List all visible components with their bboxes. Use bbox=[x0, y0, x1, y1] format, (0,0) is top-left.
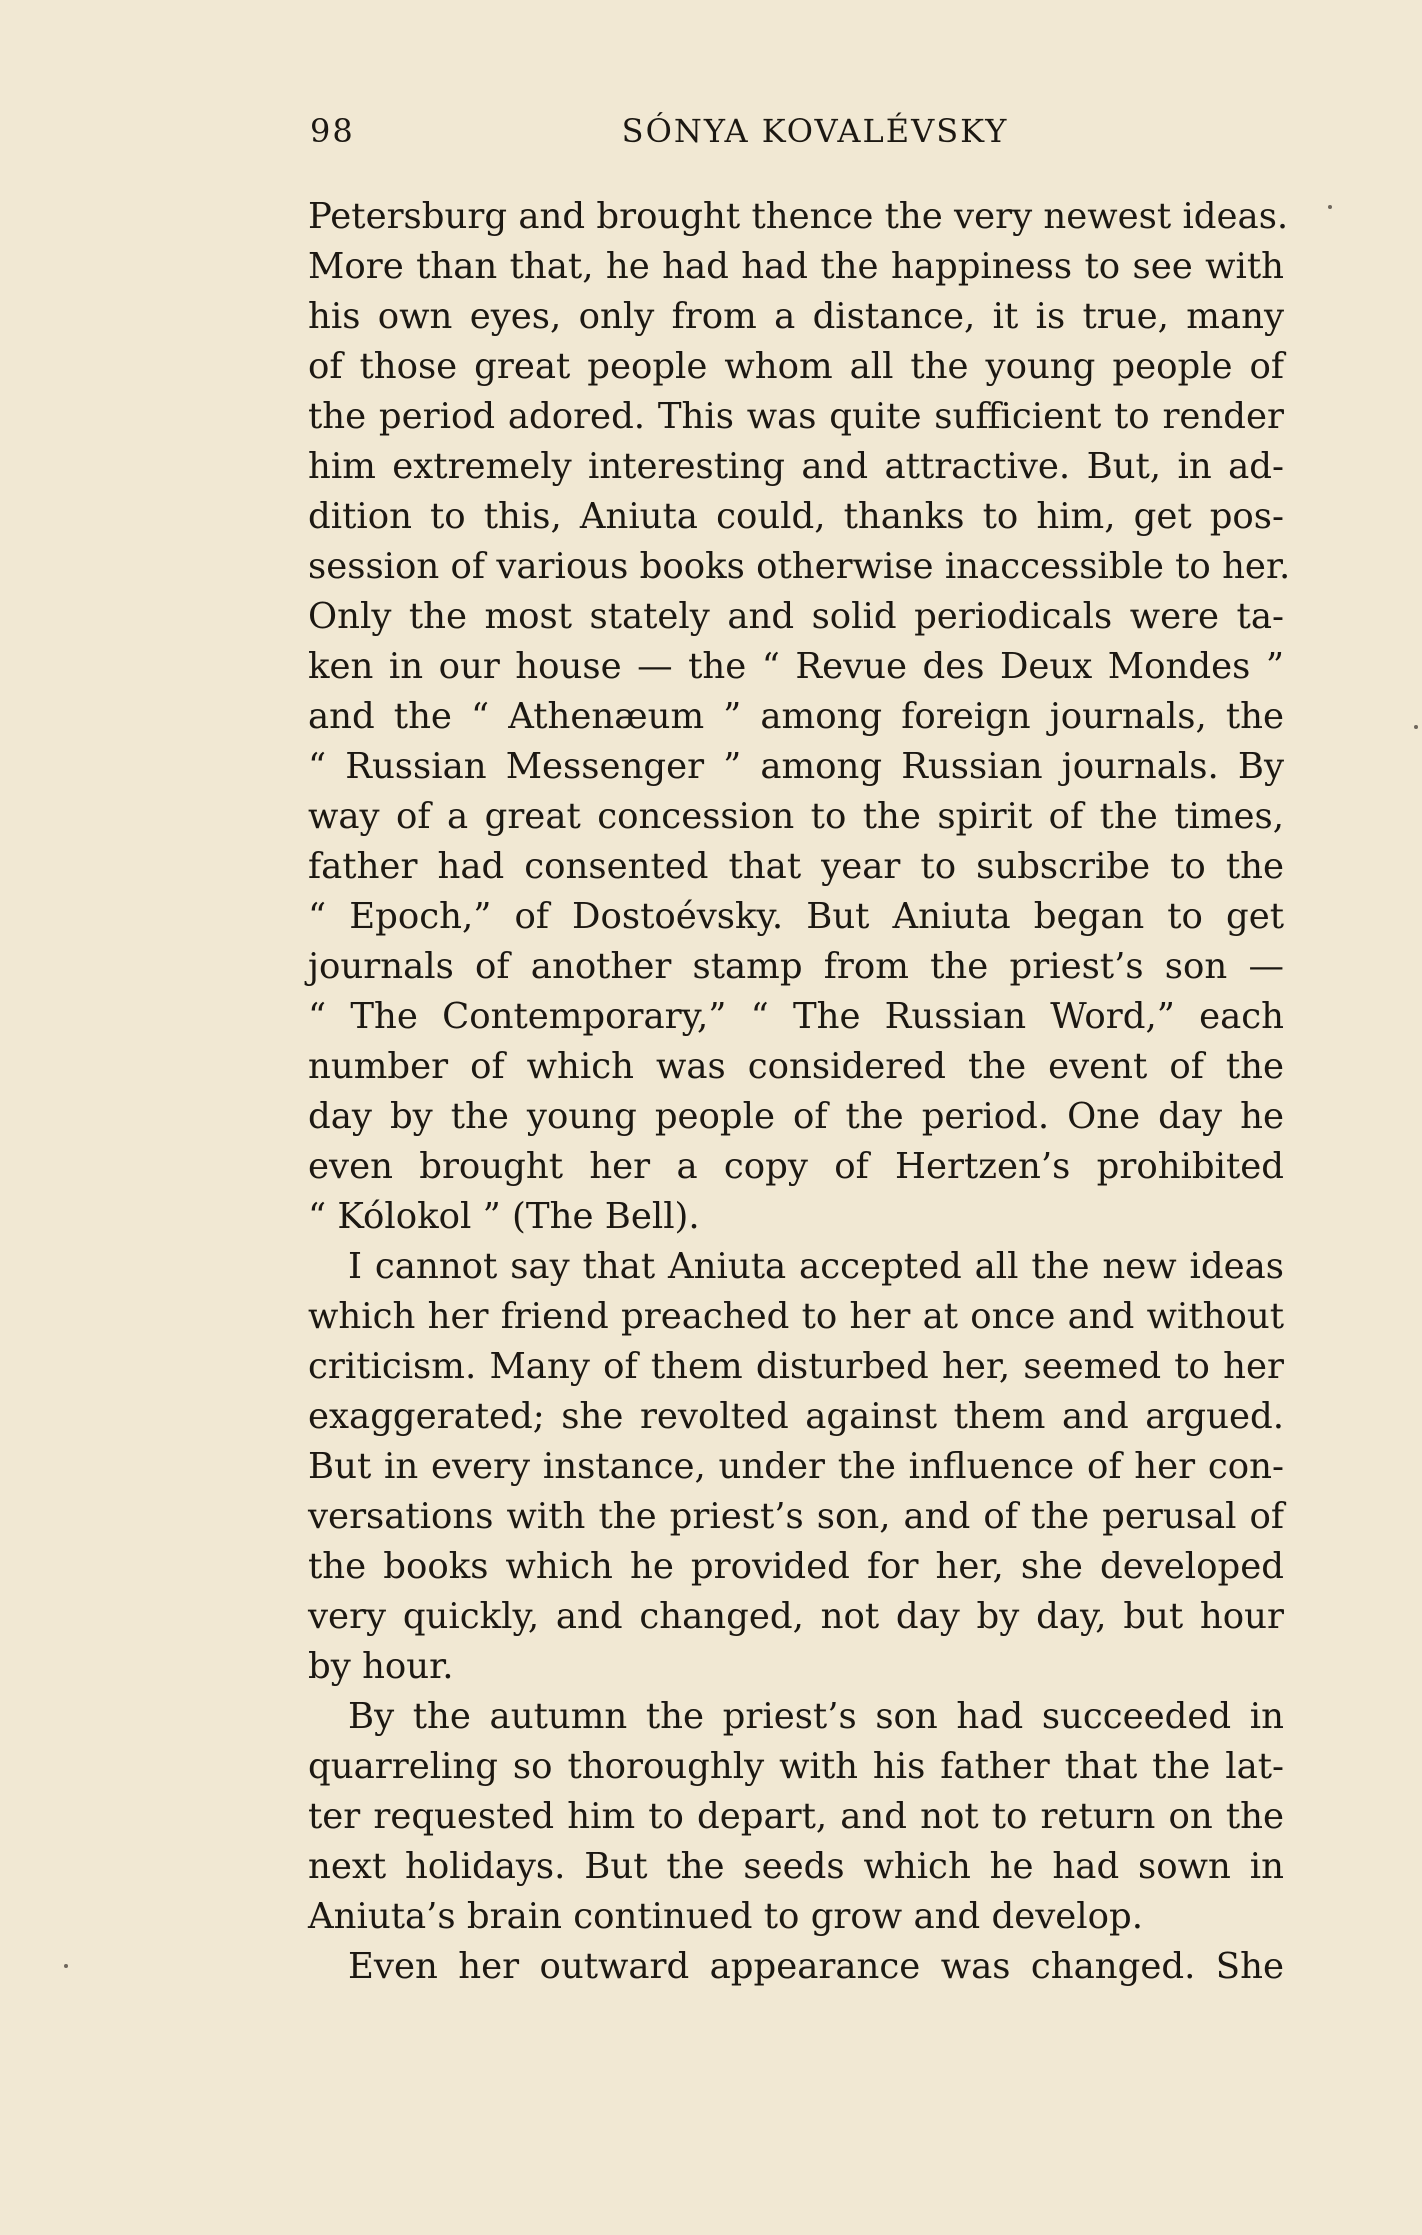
text-line: very quickly, and changed, not day by day, but hour bbox=[308, 1596, 1284, 1637]
text-line: him extremely interesting and attractive. But, in ad- bbox=[308, 446, 1284, 487]
paragraph-end-line: Aniuta’s brain continued to grow and develop. bbox=[308, 1896, 1144, 1937]
paragraph-end-line: “ Kólokol ” (The Bell). bbox=[308, 1196, 700, 1237]
text-line: quarreling so thoroughly with his father that the lat- bbox=[308, 1746, 1284, 1787]
text-line: the period adored. This was quite sufficient to render bbox=[308, 396, 1284, 437]
text-line: More than that, he had had the happiness to see with bbox=[308, 246, 1284, 287]
text-line: Only the most stately and solid periodicals were ta- bbox=[308, 596, 1284, 637]
text-line: journals of another stamp from the priest’s son — bbox=[308, 946, 1284, 987]
text-line: “ Russian Messenger ” among Russian journals. By bbox=[308, 746, 1284, 787]
text-line: day by the young people of the period. One day he bbox=[308, 1096, 1284, 1137]
paragraph-start-line: Even her outward appearance was changed. She bbox=[348, 1946, 1284, 1987]
paragraph-end-line: by hour. bbox=[308, 1646, 454, 1687]
text-line: Petersburg and brought thence the very newest ideas. bbox=[308, 196, 1289, 237]
text-line: of those great people whom all the young people of bbox=[308, 346, 1284, 387]
paragraph-start-line: I cannot say that Aniuta accepted all the new ideas bbox=[348, 1246, 1284, 1287]
text-line: versations with the priest’s son, and of the perusal of bbox=[308, 1496, 1284, 1537]
body-text bbox=[308, 192, 1291, 1992]
text-line: way of a great concession to the spirit of the times, bbox=[308, 796, 1284, 837]
page-speck bbox=[1328, 205, 1332, 209]
text-line: the books which he provided for her, she developed bbox=[308, 1546, 1284, 1587]
text-line: “ The Contemporary,” “ The Russian Word,” each bbox=[308, 996, 1284, 1037]
running-title: SÓNYA KOVALÉVSKY bbox=[621, 112, 1009, 150]
text-line: “ Epoch,” of Dostoévsky. But Aniuta began to get bbox=[308, 896, 1284, 937]
text-line: father had consented that year to subscribe to the bbox=[308, 846, 1284, 887]
page-speck bbox=[64, 1964, 68, 1968]
running-head bbox=[310, 112, 1280, 156]
text-line: But in every instance, under the influence of her con- bbox=[308, 1446, 1284, 1487]
text-line: dition to this, Aniuta could, thanks to him, get pos- bbox=[308, 496, 1284, 537]
text-line: even brought her a copy of Hertzen’s prohibited bbox=[308, 1146, 1284, 1187]
text-line: number of which was considered the event of the bbox=[308, 1046, 1284, 1087]
text-line: session of various books otherwise inaccessible to her. bbox=[308, 546, 1291, 587]
text-line: which her friend preached to her at once and without bbox=[308, 1296, 1284, 1337]
paragraph-start-line: By the autumn the priest’s son had succeeded in bbox=[348, 1696, 1284, 1737]
text-line: next holidays. But the seeds which he had sown in bbox=[308, 1846, 1284, 1887]
page-speck bbox=[1414, 725, 1418, 729]
text-line: exaggerated; she revolted against them and argued. bbox=[308, 1396, 1284, 1437]
text-line: criticism. Many of them disturbed her, seemed to her bbox=[308, 1346, 1284, 1387]
text-line: ken in our house — the “ Revue des Deux Mondes ” bbox=[308, 646, 1284, 687]
text-line: his own eyes, only from a distance, it is true, many bbox=[308, 296, 1284, 337]
text-line: ter requested him to depart, and not to return on the bbox=[308, 1796, 1284, 1837]
page-number: 98 bbox=[310, 112, 355, 150]
text-line: and the “ Athenæum ” among foreign journals, the bbox=[308, 696, 1284, 737]
